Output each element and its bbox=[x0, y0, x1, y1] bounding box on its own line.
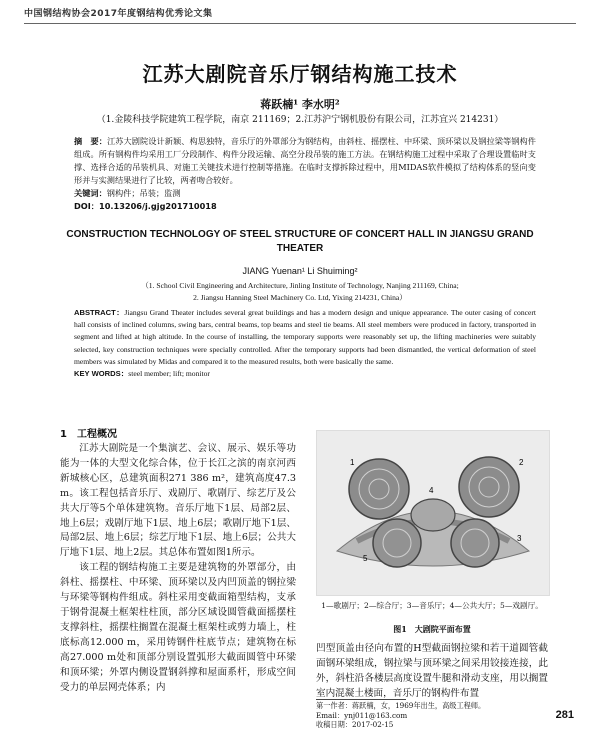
figure-label-5: 5 bbox=[363, 554, 368, 563]
footnote-received: 收稿日期：2017-02-15 bbox=[316, 720, 394, 729]
doi-value: 10.13206/j.gjg201710018 bbox=[99, 201, 217, 211]
building-public-hall bbox=[411, 499, 455, 531]
body-left-column bbox=[60, 442, 296, 695]
figure-caption: 1—歌剧厅；2—综合厅；3—音乐厅；4—公共大厅；5—戏剧厅。 bbox=[321, 601, 543, 610]
body-paragraph-3: 凹型顶盖由径向布置的H型截面钢拉梁和若干道圆管截面钢环梁组成，钢拉梁与顶环梁之间采用铰接连接，此外，斜柱沿各楼层高度设置牛腿和滑动支座，用以搁置室内混凝土楼面，音乐厅的钢构件布置 bbox=[316, 643, 548, 699]
footnote-author: 第一作者：蒋跃楠，女，1969年出生，高级工程师。 bbox=[316, 701, 486, 710]
figure-title: 图1 大剧院平面布置 bbox=[393, 624, 471, 634]
footnote bbox=[316, 701, 548, 730]
theater-plan-image bbox=[317, 431, 549, 595]
title-chinese: 江苏大剧院音乐厅钢结构施工技术 bbox=[142, 62, 458, 86]
keywords-chinese-text: 钢构件；吊装；监测 bbox=[106, 188, 181, 198]
abstract-english-text: Jiangsu Grand Theater includes several great buildings and has a modern design and unique appearance. The outer casing of concert hall consists of inclined columns, swing bars, central beams, top beams and steel tie beams. All steel members were produced in factory, transported in segment and lifted at high altitude. In the course of installing, the temporary supports were reasonably set up, the lifting machineries were suitably selected, key construction techniques were specially controlled. After the temporary supports had been dismantled, the vertical deformation of steel members was simulated by Midas and compared it to the measured results, both were basically the same. bbox=[74, 308, 536, 366]
keywords-chinese-label: 关键词： bbox=[74, 188, 107, 198]
abstract-chinese-text: 江苏大剧院设计新颖、构思独特，音乐厅的外罩部分为钢结构，由斜柱、摇摆柱、中环梁、顶环梁以及钢拉梁等钢构件组成。所有钢构件均采用工厂分段制作、构件分段运输、高空分段吊装的施工方法。在钢结构施工过程中采取了合理设置临时支撑、选择合适的吊装机具、对施工关键技术进行控制等措施。在临时支撑拆除过程中，用MIDAS软件模拟了结构体系的竖向变形并与实测结果进行了比较，两者吻合较好。 bbox=[74, 136, 536, 185]
authors-chinese: 蒋跃楠¹ 李水明² bbox=[260, 98, 340, 111]
body-right-column bbox=[316, 642, 548, 702]
authors-english: JIANG Yuenan¹ Li Shuiming² bbox=[242, 266, 358, 276]
body-paragraph-1: 江苏大剧院是一个集演艺、会议、展示、娱乐等功能为一体的大型文化综合体，位于长江之滨的南京河西新城核心区，总建筑面积271 386 m²，建筑高度47.3 m。该工程包括音乐厅、戏剧厅、歌剧厅、综艺厅及公共大厅等5个单体建筑物。音乐厅地下1层、局部2层、地上6层；戏剧厅地下1层、地上6层；歌剧厅地下1层、局部2层、地上6层；综艺厅地下1层、地上6层；公共大厅地下1层、地上2层。其总体布置如图1所示。 bbox=[60, 443, 296, 559]
keywords-english-label: KEY WORDS： bbox=[74, 369, 129, 379]
page-number: 281 bbox=[555, 709, 574, 721]
abstract-chinese bbox=[74, 135, 536, 187]
doi bbox=[74, 200, 536, 213]
affiliation-english-1: （1. School Civil Engineering and Architecture, Jinling Institute of Technology, Nanjing 211169, China; bbox=[141, 281, 459, 290]
figure-label-4: 4 bbox=[429, 486, 434, 495]
body-paragraph-2: 该工程的钢结构施工主要是建筑物的外罩部分，由斜柱、摇摆柱、中环梁、顶环梁以及内凹顶盖的钢拉梁与环梁等钢构件组成。斜柱采用变截面箱型结构，支承于钢骨混凝土框架柱柱顶，部分区域设圆管截面摇摆柱支撑斜柱，摇摆柱搁置在混凝土框架柱或剪力墙上，柱底标高12.000 m，采用铸钢件柱底节点；建筑物在标高27.000 m处和顶部分别设置弧形大截面圆管中环梁和顶环梁；外罩内侧设置钢斜撑和屋面系杆，形成空间受力的单层网壳体系；内 bbox=[60, 562, 296, 693]
title-english: CONSTRUCTION TECHNOLOGY OF STEEL STRUCTURE OF CONCERT HALL IN JIANGSU GRAND THEATER bbox=[66, 229, 534, 254]
abstract-english-label: ABSTRACT： bbox=[74, 308, 125, 317]
keywords-chinese bbox=[74, 187, 536, 200]
keywords-english-text: steel member; lift; monitor bbox=[128, 369, 210, 379]
running-header: 中国钢结构协会2017年度钢结构优秀论文集 bbox=[24, 6, 576, 24]
section-heading: 1 工程概况 bbox=[60, 429, 117, 440]
doi-label: DOI： bbox=[74, 201, 99, 211]
footnote-email: Email：ynj011@163.com bbox=[316, 710, 408, 720]
affiliations-chinese: （1.金陵科技学院建筑工程学院，南京 211169；2.江苏沪宁钢机股份有限公司，江苏宜兴 214231） bbox=[96, 115, 504, 125]
keywords-english bbox=[74, 368, 536, 380]
building-multi-purpose-hall bbox=[451, 519, 499, 567]
figure-label-2: 2 bbox=[519, 458, 524, 467]
abstract-english-block bbox=[74, 307, 536, 380]
building-opera-hall bbox=[349, 459, 409, 519]
building-concert-hall bbox=[459, 457, 519, 517]
footnote-divider bbox=[316, 699, 406, 700]
figure-label-1: 1 bbox=[350, 458, 355, 467]
building-drama-hall bbox=[373, 519, 421, 567]
affiliation-english-2: 2. Jiangsu Hanning Steel Machinery Co. Ltd, Yixing 214231, China） bbox=[193, 293, 407, 302]
figure-label-3: 3 bbox=[517, 534, 522, 543]
abstract-chinese-label: 摘 要： bbox=[74, 136, 108, 146]
affiliations-english bbox=[0, 280, 600, 304]
abstract-english bbox=[74, 307, 536, 368]
figure-theater-plan bbox=[316, 430, 550, 596]
abstract-chinese-block bbox=[74, 135, 536, 213]
